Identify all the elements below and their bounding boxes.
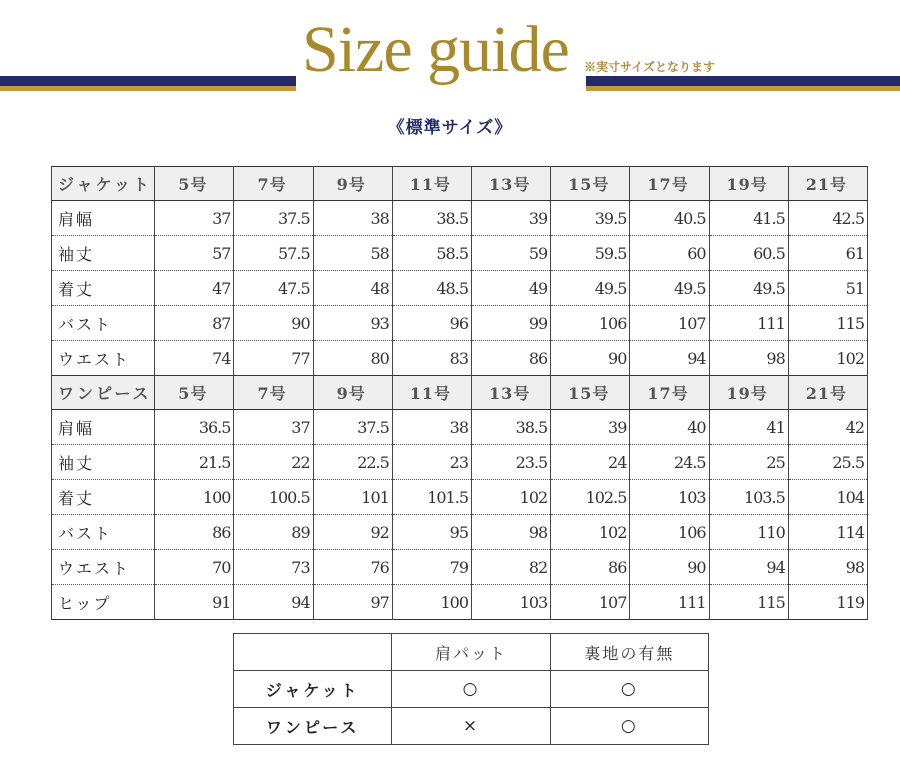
measurement-value: 102 [551, 515, 630, 550]
size-column-header: 19号 [709, 167, 788, 201]
size-column-header: 21号 [788, 167, 867, 201]
measurement-value: 104 [788, 480, 867, 515]
pad-column-header: 肩パット [392, 634, 550, 671]
garment-label: ジャケット [234, 671, 392, 708]
measurement-value: 100 [155, 480, 234, 515]
measurement-value: 59 [472, 236, 551, 271]
size-column-header: 13号 [472, 376, 551, 410]
size-column-header: 5号 [155, 167, 234, 201]
measurement-value: 95 [392, 515, 471, 550]
measurement-value: 106 [551, 306, 630, 341]
measurement-value: 106 [630, 515, 709, 550]
measurement-value: 107 [551, 585, 630, 620]
measurement-value: 37.5 [234, 201, 313, 236]
measurement-value: 41 [709, 410, 788, 445]
measurement-value: 119 [788, 585, 867, 620]
size-column-header: 11号 [392, 376, 471, 410]
measurement-value: 38.5 [472, 410, 551, 445]
pad-row [234, 708, 709, 745]
measurement-value: 57.5 [234, 236, 313, 271]
measurement-value: 76 [313, 550, 392, 585]
measurement-note: ※実寸サイズとなります [584, 60, 716, 74]
size-table [51, 166, 868, 620]
availability-mark: ○ [392, 671, 550, 708]
measurement-label: 着丈 [52, 271, 155, 306]
measurement-value: 86 [551, 550, 630, 585]
measurement-value: 100 [392, 585, 471, 620]
measurement-value: 101.5 [392, 480, 471, 515]
table-row [52, 480, 868, 515]
size-column-header: 11号 [392, 167, 471, 201]
size-column-header: 5号 [155, 376, 234, 410]
measurement-value: 107 [630, 306, 709, 341]
measurement-value: 40.5 [630, 201, 709, 236]
measurement-value: 77 [234, 341, 313, 376]
table-row [52, 306, 868, 341]
measurement-value: 37 [155, 201, 234, 236]
size-column-header: 7号 [234, 167, 313, 201]
jacket-header-row [52, 167, 868, 201]
measurement-value: 22.5 [313, 445, 392, 480]
measurement-value: 90 [630, 550, 709, 585]
measurement-value: 73 [234, 550, 313, 585]
measurement-value: 111 [709, 306, 788, 341]
measurement-value: 57 [155, 236, 234, 271]
measurement-value: 102 [472, 480, 551, 515]
size-column-header: 17号 [630, 376, 709, 410]
pad-column-header: 裏地の有無 [550, 634, 708, 671]
onepiece-header-row [52, 376, 868, 410]
measurement-label: 袖丈 [52, 236, 155, 271]
measurement-value: 48.5 [392, 271, 471, 306]
size-column-header: 9号 [313, 167, 392, 201]
measurement-value: 83 [392, 341, 471, 376]
measurement-value: 98 [788, 550, 867, 585]
measurement-value: 41.5 [709, 201, 788, 236]
measurement-value: 22 [234, 445, 313, 480]
availability-mark: ○ [550, 708, 708, 745]
table-row [52, 410, 868, 445]
measurement-label: 肩幅 [52, 410, 155, 445]
measurement-value: 93 [313, 306, 392, 341]
measurement-value: 47.5 [234, 271, 313, 306]
measurement-value: 114 [788, 515, 867, 550]
measurement-value: 37.5 [313, 410, 392, 445]
measurement-value: 38.5 [392, 201, 471, 236]
section-subtitle: 《標準サイズ》 [387, 118, 513, 138]
measurement-value: 49.5 [630, 271, 709, 306]
size-column-header: 9号 [313, 376, 392, 410]
availability-mark: × [392, 708, 550, 745]
measurement-value: 49 [472, 271, 551, 306]
measurement-value: 37 [234, 410, 313, 445]
measurement-value: 79 [392, 550, 471, 585]
measurement-label: 肩幅 [52, 201, 155, 236]
size-column-header: 7号 [234, 376, 313, 410]
measurement-value: 98 [472, 515, 551, 550]
measurement-label: ウエスト [52, 550, 155, 585]
table-row [52, 515, 868, 550]
measurement-value: 100.5 [234, 480, 313, 515]
table-row [52, 201, 868, 236]
measurement-value: 98 [709, 341, 788, 376]
table-row [52, 236, 868, 271]
pad-corner-cell [234, 634, 392, 671]
measurement-value: 49.5 [709, 271, 788, 306]
measurement-label: 袖丈 [52, 445, 155, 480]
measurement-value: 60.5 [709, 236, 788, 271]
measurement-value: 103.5 [709, 480, 788, 515]
measurement-value: 42 [788, 410, 867, 445]
measurement-value: 49.5 [551, 271, 630, 306]
measurement-value: 36.5 [155, 410, 234, 445]
table-row [52, 341, 868, 376]
measurement-value: 80 [313, 341, 392, 376]
measurement-value: 115 [788, 306, 867, 341]
measurement-value: 60 [630, 236, 709, 271]
measurement-label: ヒップ [52, 585, 155, 620]
measurement-value: 70 [155, 550, 234, 585]
measurement-value: 58 [313, 236, 392, 271]
garment-label: ワンピース [234, 708, 392, 745]
size-column-header: 21号 [788, 376, 867, 410]
measurement-label: 着丈 [52, 480, 155, 515]
measurement-value: 99 [472, 306, 551, 341]
size-column-header: 19号 [709, 376, 788, 410]
shoulder-pad-lining-table [233, 633, 709, 745]
measurement-value: 38 [392, 410, 471, 445]
measurement-value: 102.5 [551, 480, 630, 515]
measurement-value: 39 [551, 410, 630, 445]
measurement-label: ウエスト [52, 341, 155, 376]
measurement-value: 87 [155, 306, 234, 341]
size-column-header: 15号 [551, 376, 630, 410]
measurement-value: 110 [709, 515, 788, 550]
measurement-value: 111 [630, 585, 709, 620]
size-column-header: 13号 [472, 167, 551, 201]
measurement-value: 115 [709, 585, 788, 620]
measurement-value: 103 [472, 585, 551, 620]
pad-header-row [234, 634, 709, 671]
measurement-value: 38 [313, 201, 392, 236]
table-row [52, 445, 868, 480]
table-row [52, 271, 868, 306]
measurement-value: 91 [155, 585, 234, 620]
measurement-value: 42.5 [788, 201, 867, 236]
measurement-value: 94 [630, 341, 709, 376]
table-row [52, 550, 868, 585]
pad-table-body [234, 634, 709, 745]
size-column-header: 15号 [551, 167, 630, 201]
measurement-value: 48 [313, 271, 392, 306]
size-table-body [52, 167, 868, 620]
measurement-value: 23.5 [472, 445, 551, 480]
measurement-value: 74 [155, 341, 234, 376]
measurement-value: 21.5 [155, 445, 234, 480]
measurement-value: 24.5 [630, 445, 709, 480]
measurement-value: 51 [788, 271, 867, 306]
measurement-value: 59.5 [551, 236, 630, 271]
table-row [52, 585, 868, 620]
onepiece-section-label: ワンピース [52, 376, 155, 410]
measurement-value: 96 [392, 306, 471, 341]
measurement-label: バスト [52, 306, 155, 341]
measurement-value: 23 [392, 445, 471, 480]
measurement-value: 86 [472, 341, 551, 376]
measurement-value: 24 [551, 445, 630, 480]
pad-row [234, 671, 709, 708]
measurement-label: バスト [52, 515, 155, 550]
size-column-header: 17号 [630, 167, 709, 201]
measurement-value: 90 [551, 341, 630, 376]
page-title: Size guide [302, 13, 569, 86]
measurement-value: 25.5 [788, 445, 867, 480]
measurement-value: 97 [313, 585, 392, 620]
measurement-value: 58.5 [392, 236, 471, 271]
measurement-value: 39 [472, 201, 551, 236]
measurement-value: 103 [630, 480, 709, 515]
measurement-value: 40 [630, 410, 709, 445]
measurement-value: 101 [313, 480, 392, 515]
measurement-value: 61 [788, 236, 867, 271]
measurement-value: 25 [709, 445, 788, 480]
measurement-value: 92 [313, 515, 392, 550]
measurement-value: 47 [155, 271, 234, 306]
availability-mark: ○ [550, 671, 708, 708]
measurement-value: 102 [788, 341, 867, 376]
measurement-value: 89 [234, 515, 313, 550]
measurement-value: 94 [234, 585, 313, 620]
measurement-value: 82 [472, 550, 551, 585]
jacket-section-label: ジャケット [52, 167, 155, 201]
measurement-value: 86 [155, 515, 234, 550]
measurement-value: 90 [234, 306, 313, 341]
measurement-value: 94 [709, 550, 788, 585]
measurement-value: 39.5 [551, 201, 630, 236]
